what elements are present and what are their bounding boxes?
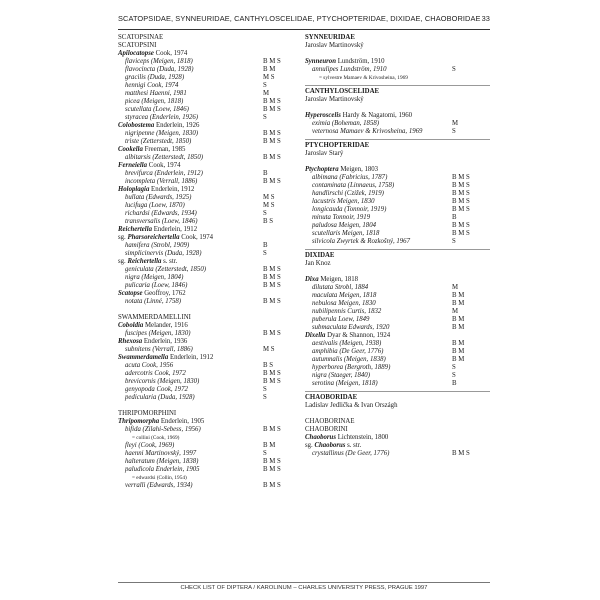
genus-author: Geoffroy, 1762 (144, 290, 186, 297)
species-name: handlirschi (Czižek, 1919) (312, 190, 384, 197)
species-name: bifida (Zilahi-Sebess, 1956) (125, 426, 201, 433)
species-name: adercotris Cook, 1972 (125, 370, 186, 377)
genus-author: Hardy & Nagatomi, 1960 (342, 112, 413, 119)
species-entry (118, 442, 304, 450)
distribution-codes: B M S (263, 482, 281, 489)
species-entry (305, 238, 490, 246)
family-heading (305, 88, 490, 96)
genus-entry (118, 290, 304, 298)
species-entry (118, 482, 304, 490)
species-name: silvicola Zwyrtek & Rozkošný, 1967 (312, 238, 410, 245)
species-entry (118, 378, 304, 386)
distribution-codes: B M (452, 316, 465, 323)
editor-name: Jaroslav Martinovský (305, 96, 364, 103)
distribution-codes: B M S (263, 274, 281, 281)
species-name: albitarsis (Zetterstedt, 1850) (125, 154, 203, 161)
species-entry (118, 386, 304, 394)
subgenus-author: s. str. (163, 258, 178, 265)
species-entry (118, 66, 304, 74)
species-name: transversalis (Loew, 1846) (125, 218, 198, 225)
species-name: puberula Loew, 1849 (312, 316, 370, 323)
genus-entry (305, 434, 490, 442)
species-entry (118, 106, 304, 114)
distribution-codes: S (452, 66, 456, 73)
species-name: veternosa Mamaev & Krivosheina, 1969 (312, 128, 423, 135)
species-name: picea (Meigen, 1818) (125, 98, 184, 105)
species-name: amphibia (De Geer, 1776) (312, 348, 384, 355)
species-entry (305, 324, 490, 332)
page-number: 33 (481, 14, 490, 23)
species-name: eximia (Boheman, 1858) (312, 120, 380, 127)
species-entry (118, 210, 304, 218)
species-entry (305, 206, 490, 214)
species-entry (118, 202, 304, 210)
spacer (118, 402, 304, 410)
distribution-codes: B S (263, 218, 274, 225)
species-entry (118, 58, 304, 66)
family-name: CANTHYLOSCELIDAE (305, 88, 380, 95)
genus-name: Dixa (305, 276, 319, 283)
spacer (305, 158, 490, 166)
heading-text: SWAMMERDAMELLINI (118, 314, 191, 321)
species-entry (305, 380, 490, 388)
genus-name: Cookella (118, 146, 143, 153)
distribution-codes: M S (263, 74, 275, 81)
distribution-codes: M S (263, 202, 275, 209)
editor-name: Ladislav Jedlička & Ivan Országh (305, 402, 398, 409)
distribution-codes: M (263, 90, 270, 97)
family-heading (305, 34, 490, 42)
page-footer: CHECK LIST OF DIPTERA / KAROLINUM – CHARLES UNIVERSITY PRESS, PRAGUE 1997 (118, 582, 490, 591)
species-name: paludosa Meigen, 1804 (312, 222, 376, 229)
distribution-codes: B M S (263, 58, 281, 65)
genus-entry (118, 418, 304, 426)
genus-entry (305, 166, 490, 174)
synonym-name: = collini (Cook, 1969) (132, 435, 180, 441)
spacer (305, 50, 490, 58)
subgenus-entry (305, 442, 490, 450)
species-entry (118, 458, 304, 466)
tribe-heading (305, 426, 490, 434)
species-name: autumnalis (Meigen, 1838) (312, 356, 386, 363)
genus-author: Lichtenstein, 1800 (337, 434, 389, 441)
genus-author: Meigen, 1803 (340, 166, 379, 173)
species-name: annulipes Lundström, 1910 (312, 66, 387, 73)
distribution-codes: B M (452, 300, 465, 307)
heading-text: SCATOPSINI (118, 42, 157, 49)
genus-author: Cook, 1974 (148, 162, 181, 169)
species-entry (118, 450, 304, 458)
tribe-heading (118, 314, 304, 322)
distribution-codes: B M (452, 340, 465, 347)
distribution-codes: S (263, 210, 267, 217)
distribution-codes: S (452, 364, 456, 371)
genus-name: Ptychoptera (305, 166, 339, 173)
distribution-codes: B M (452, 292, 465, 299)
genus-author: Enderlein, 1912 (169, 354, 214, 361)
synonym-entry (118, 434, 304, 442)
genus-entry (305, 58, 490, 66)
distribution-codes: B M (452, 356, 465, 363)
genus-entry (118, 186, 304, 194)
species-name: acuta Cook, 1956 (125, 362, 174, 369)
heading-text: CHAOBORINAE (305, 418, 355, 425)
species-name: triste (Zetterstedt, 1850) (125, 138, 192, 145)
species-entry (305, 214, 490, 222)
species-name: aestivalis (Meigen, 1938) (312, 340, 382, 347)
species-entry (118, 282, 304, 290)
species-entry (305, 222, 490, 230)
distribution-codes: S (263, 114, 267, 121)
family-name: PTYCHOPTERIDAE (305, 142, 370, 149)
distribution-codes: S (263, 450, 267, 457)
editor-name: Jaroslav Martinovský (305, 42, 364, 49)
running-header (118, 14, 490, 28)
subgenus-name: Reichertella (127, 258, 162, 265)
species-name: hennigi Cook, 1974 (125, 82, 179, 89)
subgenus-entry (118, 234, 304, 242)
species-name: hyperborea (Bergroth, 1889) (312, 364, 391, 371)
species-name: haenni Martinovský, 1997 (125, 450, 197, 457)
section-editor (305, 150, 490, 158)
genus-entry (118, 226, 304, 234)
species-entry (118, 114, 304, 122)
distribution-codes: B M S (263, 370, 281, 377)
distribution-codes: B M S (263, 98, 281, 105)
genus-author: Cook, 1974 (155, 50, 188, 57)
species-entry (118, 346, 304, 354)
species-name: nebulosa Meigen, 1830 (312, 300, 376, 307)
synonym-entry (305, 74, 490, 82)
genus-entry (118, 354, 304, 362)
genus-author: Freeman, 1985 (144, 146, 186, 153)
distribution-codes: B M S (263, 106, 281, 113)
species-name: verralli (Edwards, 1934) (125, 482, 193, 489)
subgenus-name: Pharsoreichertella (127, 234, 180, 241)
species-name: geniculata (Zetterstedt, 1850) (125, 266, 206, 273)
distribution-codes: B M S (263, 138, 281, 145)
species-name: brevifurca (Enderlein, 1912) (125, 170, 203, 177)
distribution-codes: B (452, 214, 457, 221)
species-entry (118, 274, 304, 282)
subgenus-name: Chaoborus (314, 442, 346, 449)
left-column (118, 34, 304, 490)
spacer (118, 306, 304, 314)
distribution-codes: B M S (263, 298, 281, 305)
species-name: halteratum (Meigen, 1838) (125, 458, 199, 465)
distribution-codes: B M S (263, 154, 281, 161)
distribution-codes: B M (263, 442, 276, 449)
species-name: fleyi (Cook, 1969) (125, 442, 175, 449)
distribution-codes: S (263, 394, 267, 401)
species-entry (305, 300, 490, 308)
genus-author: Enderlein, 1905 (160, 418, 205, 425)
distribution-codes: B M S (452, 450, 470, 457)
species-entry (118, 98, 304, 106)
heading-text: CHAOBORINI (305, 426, 348, 433)
distribution-codes: B M S (263, 266, 281, 273)
species-name: nubilipennis Curtis, 1832 (312, 308, 382, 315)
section-editor (305, 402, 490, 410)
spacer (305, 410, 490, 418)
species-entry (305, 292, 490, 300)
distribution-codes: S (263, 386, 267, 393)
species-name: brevicornis (Meigen, 1830) (125, 378, 200, 385)
species-entry (305, 340, 490, 348)
distribution-codes: B M S (452, 230, 470, 237)
species-name: hamifera (Strobl, 1909) (125, 242, 190, 249)
species-name: serotina (Meigen, 1818) (312, 380, 378, 387)
species-entry (305, 356, 490, 364)
genus-name: Holoplagia (118, 186, 150, 193)
species-entry (118, 74, 304, 82)
species-name: gracilis (Duda, 1928) (125, 74, 185, 81)
species-entry (118, 266, 304, 274)
species-name: nigra (Staeger, 1840) (312, 372, 370, 379)
spacer (305, 104, 490, 112)
distribution-codes: B (263, 242, 268, 249)
species-entry (305, 174, 490, 182)
species-name: simplicinervis (Duda, 1928) (125, 250, 202, 257)
species-entry (305, 230, 490, 238)
genus-entry (118, 50, 304, 58)
species-entry (118, 298, 304, 306)
distribution-codes: S (452, 238, 456, 245)
species-name: pulicaria (Loew, 1846) (125, 282, 188, 289)
genus-entry (118, 322, 304, 330)
species-entry (118, 218, 304, 226)
distribution-codes: B M S (452, 174, 470, 181)
tribe-heading (118, 410, 304, 418)
genus-name: Reichertella (118, 226, 152, 233)
family-name: CHAOBORIDAE (305, 394, 358, 401)
species-name: styracea (Enderlein, 1926) (125, 114, 199, 121)
species-entry (305, 190, 490, 198)
family-heading (305, 142, 490, 150)
subgenus-author: s. str. (347, 442, 362, 449)
species-name: maculata Meigen, 1818 (312, 292, 377, 299)
species-entry (305, 364, 490, 372)
species-entry (118, 170, 304, 178)
species-name: notata (Linné, 1758) (125, 298, 182, 305)
spacer (305, 268, 490, 276)
species-name: genyopoda Cook, 1972 (125, 386, 188, 393)
species-name: scutellaris Meigen, 1818 (312, 230, 380, 237)
genus-author: Melander, 1916 (145, 322, 188, 329)
distribution-codes: S (263, 82, 267, 89)
genus-author: Enderlein, 1912 (151, 186, 195, 193)
distribution-codes: S (452, 128, 456, 135)
distribution-codes: M (452, 120, 459, 127)
distribution-codes: B M S (263, 282, 281, 289)
genus-entry (305, 112, 490, 120)
running-header-title: SCATOPSIDAE, SYNNEURIDAE, CANTHYLOSCELIDAE, PTYCHOPTERIDAE, DIXIDAE, CHAOBORIDAE (118, 14, 481, 23)
distribution-codes: B S (263, 362, 274, 369)
genus-name: Synneuron (305, 58, 336, 65)
genus-author: Lundström, 1910 (337, 58, 385, 65)
genus-entry (118, 338, 304, 346)
distribution-codes: B M S (263, 178, 281, 185)
species-name: longicauda (Tonnoir, 1919) (312, 206, 387, 213)
distribution-codes: B M S (452, 190, 470, 197)
genus-name: Dixella (305, 332, 326, 339)
species-entry (118, 194, 304, 202)
distribution-codes: B M S (263, 378, 281, 385)
editor-name: Jan Knoz (305, 260, 331, 267)
section-editor (305, 260, 490, 268)
genus-entry (118, 122, 304, 130)
subgenus-prefix: sg. (305, 442, 313, 449)
distribution-codes: B M S (452, 222, 470, 229)
heading-text: THRIPOMORPHINI (118, 410, 177, 417)
distribution-codes: S (263, 250, 267, 257)
species-name: paludicola Enderlein, 1905 (125, 466, 200, 473)
species-entry (305, 128, 490, 136)
species-entry (118, 330, 304, 338)
species-name: dilutata Strobl, 1884 (312, 284, 369, 291)
species-entry (118, 362, 304, 370)
species-entry (118, 130, 304, 138)
species-entry (305, 182, 490, 190)
right-column (305, 34, 490, 458)
synonym-name: = edwardsi (Collin, 1954) (132, 475, 187, 481)
species-name: lucifuga (Loew, 1870) (125, 202, 185, 209)
distribution-codes: B M S (452, 198, 470, 205)
species-name: scutellata (Loew, 1846) (125, 106, 189, 113)
species-name: subnitens (Verrall, 1886) (125, 346, 193, 353)
family-heading (305, 394, 490, 402)
species-entry (118, 154, 304, 162)
species-entry (118, 250, 304, 258)
distribution-codes: M S (263, 194, 275, 201)
species-name: contaminata (Linnaeus, 1758) (312, 182, 395, 189)
species-entry (305, 450, 490, 458)
family-name: SYNNEURIDAE (305, 34, 355, 41)
distribution-codes: B M S (263, 426, 281, 433)
genus-entry (305, 332, 490, 340)
distribution-codes: M (452, 308, 459, 315)
genus-author: Meigen, 1818 (320, 276, 359, 283)
section-editor (305, 96, 490, 104)
species-name: richardsi (Edwards, 1934) (125, 210, 197, 217)
distribution-codes: B M S (452, 182, 470, 189)
species-entry (305, 348, 490, 356)
species-name: lacustris Meigen, 1830 (312, 198, 375, 205)
subgenus-prefix: sg. (118, 258, 126, 265)
genus-author: Enderlein, 1936 (143, 338, 188, 345)
species-entry (305, 120, 490, 128)
genus-author: Enderlein, 1912 (153, 226, 198, 233)
genus-entry (118, 146, 304, 154)
species-name: nigra (Meigen, 1804) (125, 274, 184, 281)
species-name: pedicularia (Duda, 1928) (125, 394, 195, 401)
species-entry (118, 90, 304, 98)
subgenus-prefix: sg. (118, 234, 126, 241)
genus-name: Chaoborus (305, 434, 336, 441)
genus-name: Coboldia (118, 322, 144, 329)
distribution-codes: B M (452, 348, 465, 355)
subgenus-entry (118, 258, 304, 266)
genus-name: Swammerdamella (118, 354, 169, 361)
distribution-codes: S (452, 372, 456, 379)
species-name: incompleta (Verrall, 1886) (125, 178, 198, 185)
distribution-codes: B M S (263, 130, 281, 137)
synonym-name: = sylvestre Mamaev & Krivosheina, 1969 (319, 75, 408, 81)
distribution-codes: B M (452, 324, 465, 331)
species-entry (118, 426, 304, 434)
genus-author: Dyar & Shannon, 1924 (327, 332, 391, 339)
species-name: flaviceps (Meigen, 1818) (125, 58, 193, 65)
editor-name: Jaroslav Starý (305, 150, 344, 157)
genus-name: Colobostema (118, 122, 155, 129)
distribution-codes: B M S (263, 466, 281, 473)
section-editor (305, 42, 490, 50)
species-entry (118, 242, 304, 250)
species-name: flavocincta (Duda, 1928) (125, 66, 194, 73)
species-name: bullata (Edwards, 1925) (125, 194, 192, 201)
tribe-heading (118, 42, 304, 50)
species-entry (305, 308, 490, 316)
species-name: albimana (Fabricius, 1787) (312, 174, 388, 181)
synonym-entry (118, 474, 304, 482)
genus-name: Apilocatopse (118, 50, 154, 57)
family-heading (305, 252, 490, 260)
tribe-heading (118, 34, 304, 42)
species-entry (305, 198, 490, 206)
species-entry (118, 138, 304, 146)
species-name: minuta Tonnoir, 1919 (312, 214, 371, 221)
genus-entry (305, 276, 490, 284)
species-name: matthesi Haenni, 1981 (125, 90, 187, 97)
distribution-codes: B (452, 380, 457, 387)
species-entry (118, 82, 304, 90)
species-entry (118, 370, 304, 378)
genus-name: Thripomorpha (118, 418, 160, 425)
distribution-codes: B M S (263, 330, 281, 337)
genus-name: Hyperoscelis (305, 112, 341, 119)
species-entry (305, 66, 490, 74)
header-rule (118, 29, 490, 30)
distribution-codes: M (452, 284, 459, 291)
genus-author: Enderlein, 1926 (155, 122, 200, 129)
distribution-codes: B (263, 170, 268, 177)
distribution-codes: B M (263, 66, 276, 73)
genus-name: Ferneiella (118, 162, 148, 169)
species-entry (118, 466, 304, 474)
family-name: DIXIDAE (305, 252, 335, 259)
species-entry (118, 178, 304, 186)
species-name: nigripenne (Meigen, 1830) (125, 130, 199, 137)
species-entry (305, 316, 490, 324)
species-entry (305, 372, 490, 380)
heading-text: SCATOPSINAE (118, 34, 164, 41)
tribe-heading (305, 418, 490, 426)
distribution-codes: B M S (263, 458, 281, 465)
species-name: crystallinus (De Geer, 1776) (312, 450, 390, 457)
species-entry (118, 394, 304, 402)
genus-name: Rhexosa (118, 338, 143, 345)
genus-name: Scatopse (118, 290, 143, 297)
distribution-codes: M S (263, 346, 275, 353)
genus-entry (118, 162, 304, 170)
subgenus-author: Cook, 1974 (181, 234, 213, 241)
species-name: fuscipes (Meigen, 1830) (125, 330, 191, 337)
distribution-codes: B M S (452, 206, 470, 213)
species-entry (305, 284, 490, 292)
species-name: submaculata Edwards, 1920 (312, 324, 390, 331)
